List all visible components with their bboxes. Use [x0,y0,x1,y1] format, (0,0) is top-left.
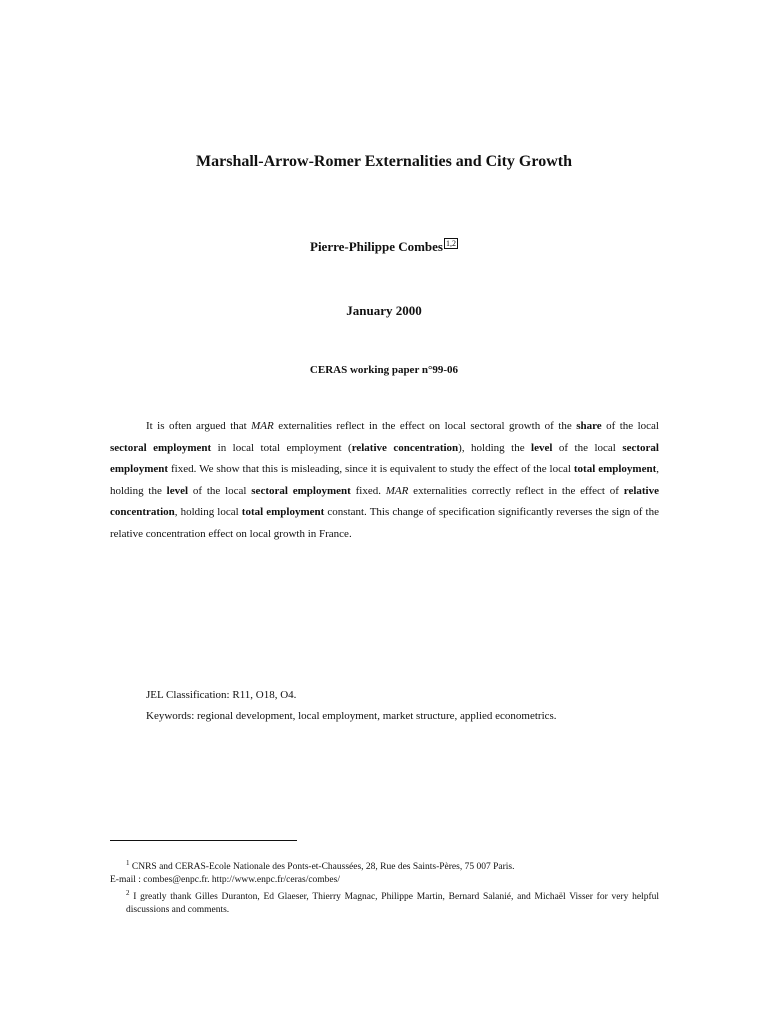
abstract-text: externalities reflect in the effect on local sectoral growth of the [273,420,577,432]
abstract-text: constant. This change of specification significantly reverses the sign of the relative concentration effect on local growth in France. [110,506,659,540]
abstract-text: It is often argued that [146,420,252,432]
abstract-text: fixed. We show that this is misleading, since it is equivalent to study the effect of the local [168,463,574,475]
abstract-text: fixed. [350,484,386,497]
keywords: Keywords: regional development, local employment, market structure, applied econometrics. [146,710,557,722]
abstract-text: , holding local [174,506,242,518]
abstract-bold: level [166,484,189,497]
abstract-italic: MAR [385,484,409,497]
abstract-bold: sectoral employment [251,484,351,497]
abstract-bold: total employment [241,506,325,518]
author-name: Pierre-Philippe Combes [310,239,443,254]
paper-date: January 2000 [346,303,422,318]
abstract-text: of the local [601,420,659,432]
footnote-1-mark: 1 [126,859,130,867]
footnote-1 [110,857,659,874]
abstract-text: ), holding the [458,441,532,454]
footnote-marker-box[interactable]: 1,2 [446,239,456,248]
jel-classification: JEL Classification: R11, O18, O4. [146,689,297,701]
footnote-separator [110,840,297,841]
paper-title: Marshall-Arrow-Romer Externalities and City Growth [196,153,572,170]
working-paper-number: CERAS working paper n°99-06 [309,364,459,376]
abstract-bold: relative concentration [351,441,459,454]
abstract-text: in local total employment ( [211,441,352,454]
author-line [0,238,768,255]
abstract-bold: relative concentration [110,484,659,518]
footnotes [110,857,659,917]
abstract-italic: MAR [251,420,274,432]
abstract-bold: sectoral employment [110,441,659,475]
abstract-text: of the local [552,441,623,454]
footnote-2 [110,887,659,917]
footnote-1-text: CNRS and CERAS-Ecole Nationale des Ponts-et-Chaussées, 28, Rue des Saints-Pères, 75 007 Paris. [129,862,515,873]
footnote-2-text: I greatly thank Gilles Duranton, Ed Glaeser, Thierry Magnac, Philippe Martin, Bernard Salanié, and Michaël Visser for very helpful discussions and comments. [126,892,659,916]
abstract-bold: level [531,441,553,454]
abstract [110,416,659,545]
abstract-bold: total employment [573,463,657,475]
abstract-bold: sectoral employment [110,441,212,454]
abstract-text: externalities correctly reflect in the effect of [408,484,624,497]
footnote-2-mark: 2 [126,889,130,898]
footnote-1-email: E-mail : combes@enpc.fr. http://www.enpc.fr/ceras/combes/ [110,875,340,886]
abstract-bold: share [576,420,602,432]
abstract-text: of the local [188,484,252,497]
abstract-text: , holding the [110,463,659,497]
